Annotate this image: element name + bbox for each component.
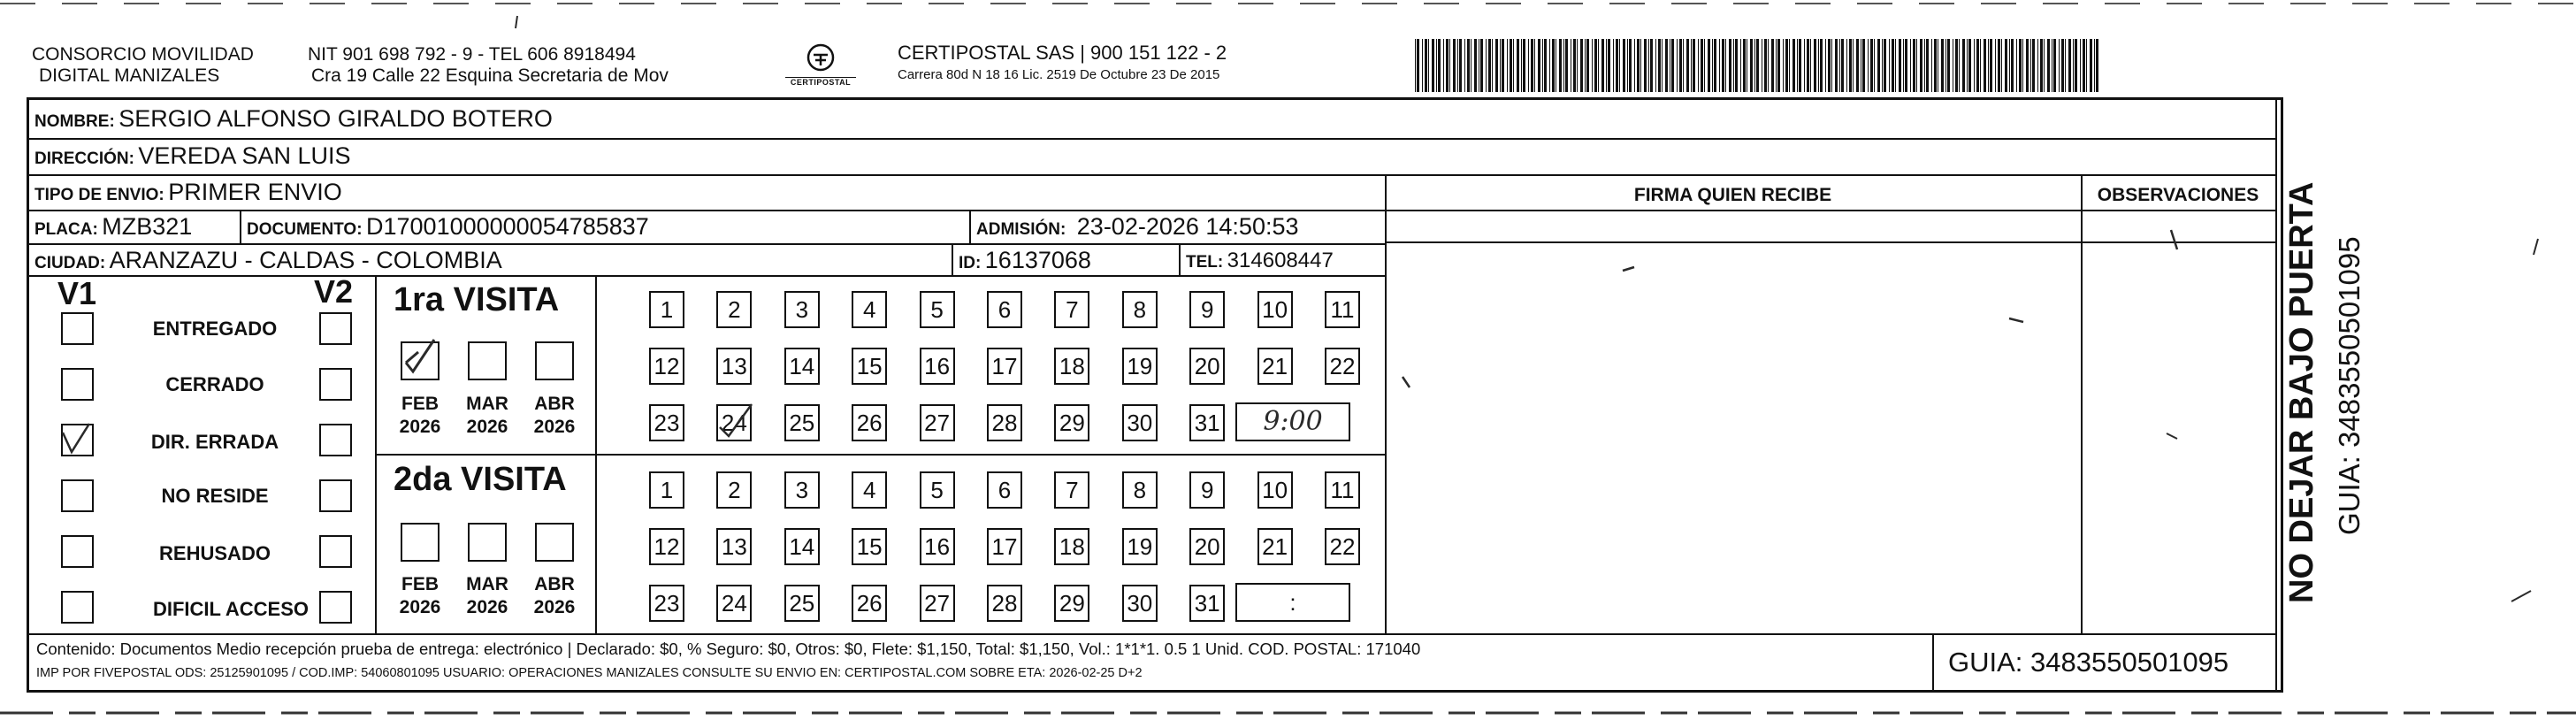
day-number: 8 [1133, 477, 1147, 503]
month-label: MAR [466, 394, 508, 414]
day-number: 27 [924, 410, 951, 436]
no-dejar-warning: NO DEJAR BAJO PUERTA [2283, 181, 2320, 603]
day-number: 21 [1262, 533, 1288, 560]
day-number: 14 [789, 533, 815, 560]
name-label: NOMBRE: [34, 112, 115, 131]
day-number: 7 [1066, 296, 1079, 323]
day-number: 28 [991, 410, 1018, 436]
document-label: DOCUMENTO: [247, 220, 363, 239]
nit-line: NIT 901 698 792 - 9 - TEL 606 8918494 [308, 44, 636, 65]
day-number: 5 [930, 296, 944, 323]
address-label: DIRECCIÓN: [34, 149, 134, 168]
day-number: 7 [1066, 477, 1079, 503]
year-label: 2026 [399, 417, 441, 437]
month-label: MAR [466, 574, 508, 594]
day-number: 20 [1194, 533, 1220, 560]
admission-label: ADMISIÓN: [976, 220, 1066, 239]
courier-line-1: CERTIPOSTAL SAS | 900 151 122 - 2 [898, 42, 1227, 64]
status-entregado: ENTREGADO [152, 318, 278, 340]
day-number: 15 [856, 353, 883, 379]
day-number: 16 [924, 353, 951, 379]
day-number: 21 [1262, 353, 1288, 379]
logo-text: CERTIPOSTAL [785, 77, 856, 87]
shipping-label: TIPO DE ENVIO: [34, 186, 164, 204]
day-number: 14 [789, 353, 815, 379]
day-number: 4 [862, 477, 876, 503]
name-value: SERGIO ALFONSO GIRALDO BOTERO [118, 105, 553, 132]
day-number: 18 [1059, 533, 1085, 560]
day-number: 6 [998, 296, 1012, 323]
status-rehusado: REHUSADO [159, 542, 271, 564]
company-line-2: DIGITAL MANIZALES [39, 65, 220, 86]
day-number: 6 [998, 477, 1012, 503]
day-number: 24 [721, 410, 747, 436]
day-number: 30 [1127, 410, 1153, 436]
month-label: FEB [401, 574, 439, 594]
day-number: 22 [1329, 353, 1356, 379]
tel-value: 314608447 [1227, 249, 1334, 272]
day-number: 5 [930, 477, 944, 503]
day-number: 26 [856, 590, 883, 617]
admission-value: 23-02-2026 14:50:53 [1076, 213, 1299, 240]
courier-line-2: Carrera 80d N 18 16 Lic. 2519 De Octubre 23 De 2015 [898, 67, 1220, 82]
status-dir-errada: DIR. ERRADA [150, 431, 279, 453]
day-number: 26 [856, 410, 883, 436]
month-label: ABR [534, 394, 575, 414]
day-number: 31 [1194, 590, 1220, 617]
day-number: 28 [991, 590, 1018, 617]
day-number: 25 [789, 590, 815, 617]
day-number: 30 [1127, 590, 1153, 617]
day-number: 19 [1127, 533, 1153, 560]
year-label: 2026 [466, 597, 508, 617]
company-line-1: CONSORCIO MOVILIDAD [32, 44, 254, 65]
observations-header: OBSERVACIONES [2097, 185, 2259, 205]
day-number: 17 [991, 353, 1018, 379]
id-label: ID: [959, 254, 982, 272]
day-number: 15 [856, 533, 883, 560]
document-value: D17001000000054785837 [366, 213, 649, 240]
plate-value: MZB321 [102, 213, 193, 240]
month-label: FEB [401, 394, 439, 414]
visit-2-time-value: : [1289, 589, 1296, 616]
day-number: 11 [1330, 477, 1355, 503]
day-number: 31 [1194, 410, 1220, 436]
v2-header: V2 [314, 273, 354, 310]
visit-1-time-value: 9:00 [1263, 406, 1323, 437]
content-line: Contenido: Documentos Medio recepción prueba de entrega: electrónico | Declarado: $0, % Seguro: $0, Otros: $0, Flete: $1,150, Total: $1,150, Vol.: 1*1*1. 0.5 1 Unid. COD. POSTAL: 171040 [36, 640, 1421, 658]
year-label: 2026 [533, 597, 576, 617]
day-number: 9 [1200, 477, 1214, 503]
day-number: 1 [660, 296, 674, 323]
day-number: 13 [721, 533, 747, 560]
status-no-reside: NO RESIDE [161, 485, 269, 507]
day-number: 20 [1194, 353, 1220, 379]
day-number: 23 [654, 410, 680, 436]
day-number: 17 [991, 533, 1018, 560]
side-guide-number: GUIA: 3483550501095 [2333, 236, 2366, 535]
month-label: ABR [534, 574, 575, 594]
day-number: 8 [1133, 296, 1147, 323]
status-cerrado: CERRADO [165, 373, 264, 395]
day-number: 4 [862, 296, 876, 323]
plate-label: PLACA: [34, 220, 98, 239]
address-line: Cra 19 Calle 22 Esquina Secretaria de Mov [311, 65, 669, 86]
day-number: 13 [721, 353, 747, 379]
print-line: IMP POR FIVEPOSTAL ODS: 25125901095 / COD.IMP: 54060801095 USUARIO: OPERACIONES MANIZALES CONSULTE SU ENVIO EN: CERTIPOSTAL.COM SOBRE ETA: 2026-02-25 D+2 [36, 666, 1143, 680]
day-number: 29 [1059, 410, 1085, 436]
day-number: 3 [795, 296, 809, 323]
day-number: 12 [654, 353, 680, 379]
day-number: 10 [1262, 296, 1288, 323]
guide-box: GUIA: 3483550501095 [1948, 647, 2229, 678]
day-number: 25 [789, 410, 815, 436]
status-dificil-acceso: DIFICIL ACCESO [152, 598, 309, 620]
v1-header: V1 [57, 275, 97, 311]
visit-1-title: 1ra VISITA [394, 281, 560, 318]
day-number: 9 [1200, 296, 1214, 323]
year-label: 2026 [533, 417, 576, 437]
day-number: 23 [654, 590, 680, 617]
day-number: 24 [721, 590, 747, 617]
year-label: 2026 [466, 417, 508, 437]
day-number: 16 [924, 533, 951, 560]
address-value: VEREDA SAN LUIS [138, 142, 351, 169]
day-number: 10 [1262, 477, 1288, 503]
day-number: 1 [660, 477, 674, 503]
day-number: 19 [1127, 353, 1153, 379]
city-value: ARANZAZU - CALDAS - COLOMBIA [109, 247, 502, 273]
day-number: 3 [795, 477, 809, 503]
day-number: 2 [728, 477, 741, 503]
id-value: 16137068 [984, 247, 1091, 273]
day-number: 29 [1059, 590, 1085, 617]
day-number: 11 [1330, 296, 1355, 323]
tel-label: TEL: [1186, 253, 1224, 272]
city-label: CIUDAD: [34, 254, 106, 272]
day-number: 27 [924, 590, 951, 617]
visit-2-title: 2da VISITA [394, 461, 567, 498]
shipping-value: PRIMER ENVIO [168, 179, 342, 205]
year-label: 2026 [399, 597, 441, 617]
day-number: 12 [654, 533, 680, 560]
day-number: 18 [1059, 353, 1085, 379]
day-number: 2 [728, 296, 741, 323]
day-number: 22 [1329, 533, 1356, 560]
signature-header: FIRMA QUIEN RECIBE [1633, 185, 1832, 205]
